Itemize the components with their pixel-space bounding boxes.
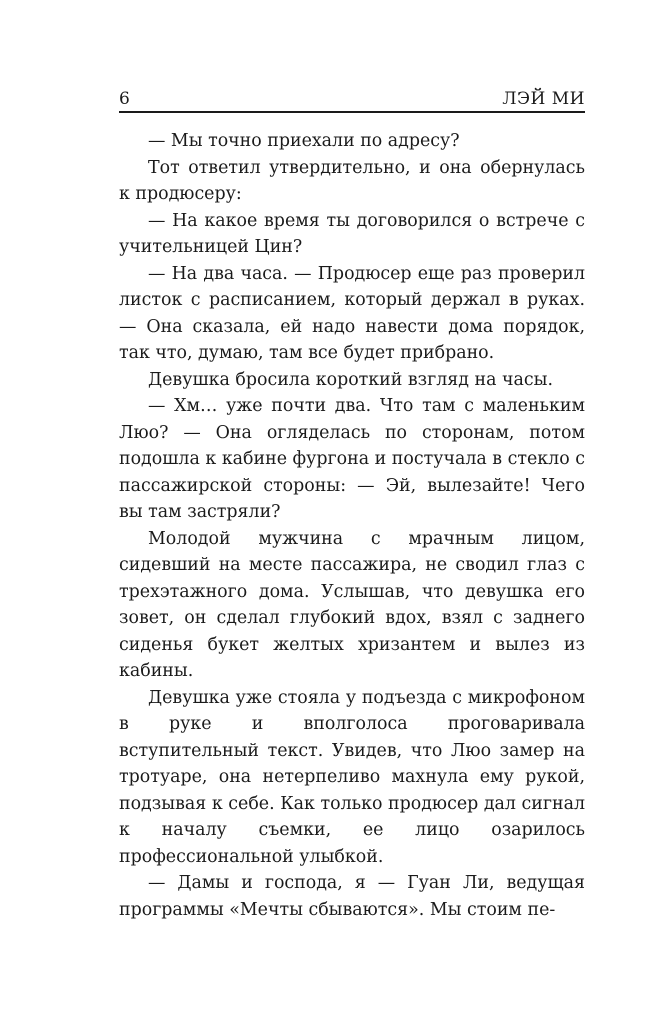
- paragraph: Девушка уже стояла у подъезда с микрофоном в руке и вполголоса проговаривала вступительный текст. Увидев, что Люо замер на тротуаре, она нетерпеливо махнула ему рукой, подзывая к себе. Как только продюсер дал сигнал к началу съемки, ее лицо озарилось профессиональной улыбкой.: [119, 687, 585, 867]
- page-number: 6: [119, 89, 130, 109]
- paragraph: Молодой мужчина с мрачным лицом, сидевший на месте пассажира, не сводил глаз с трехэтажного дома. Услышав, что девушка его зовет, он сделал глубокий вдох, взял с заднего сиденья букет желтых хризантем и вылез из кабины.: [119, 528, 585, 681]
- paragraph: Тот ответил утвердительно, и она обернулась к продюсеру:: [119, 157, 585, 204]
- paragraph: — Дамы и господа, я — Гуан Ли, ведущая программы «Мечты сбываются». Мы стоим пе-: [119, 873, 585, 920]
- paragraph: — Мы точно приехали по адресу?: [148, 131, 460, 151]
- paragraph: — Хм… уже почти два. Что там с маленьким Люо? — Она огляделась по сторонам, потом подошла к кабине фургона и постучала в стекло с пассажирской стороны: — Эй, вылезайте! Чего вы там застряли?: [119, 396, 585, 522]
- paragraph: — На какое время ты договорился о встрече с учительницей Цин?: [119, 210, 585, 257]
- running-head: [119, 84, 585, 113]
- body-text: [119, 128, 585, 923]
- author-name: ЛЭЙ МИ: [502, 89, 585, 109]
- paragraph: — На два часа. — Продюсер еще раз проверил листок с расписанием, который держал в руках. — Она сказала, ей надо навести дома порядок, так что, думаю, там все будет прибрано.: [119, 263, 585, 363]
- paragraph: Девушка бросила короткий взгляд на часы.: [148, 369, 553, 390]
- book-page: [119, 84, 585, 923]
